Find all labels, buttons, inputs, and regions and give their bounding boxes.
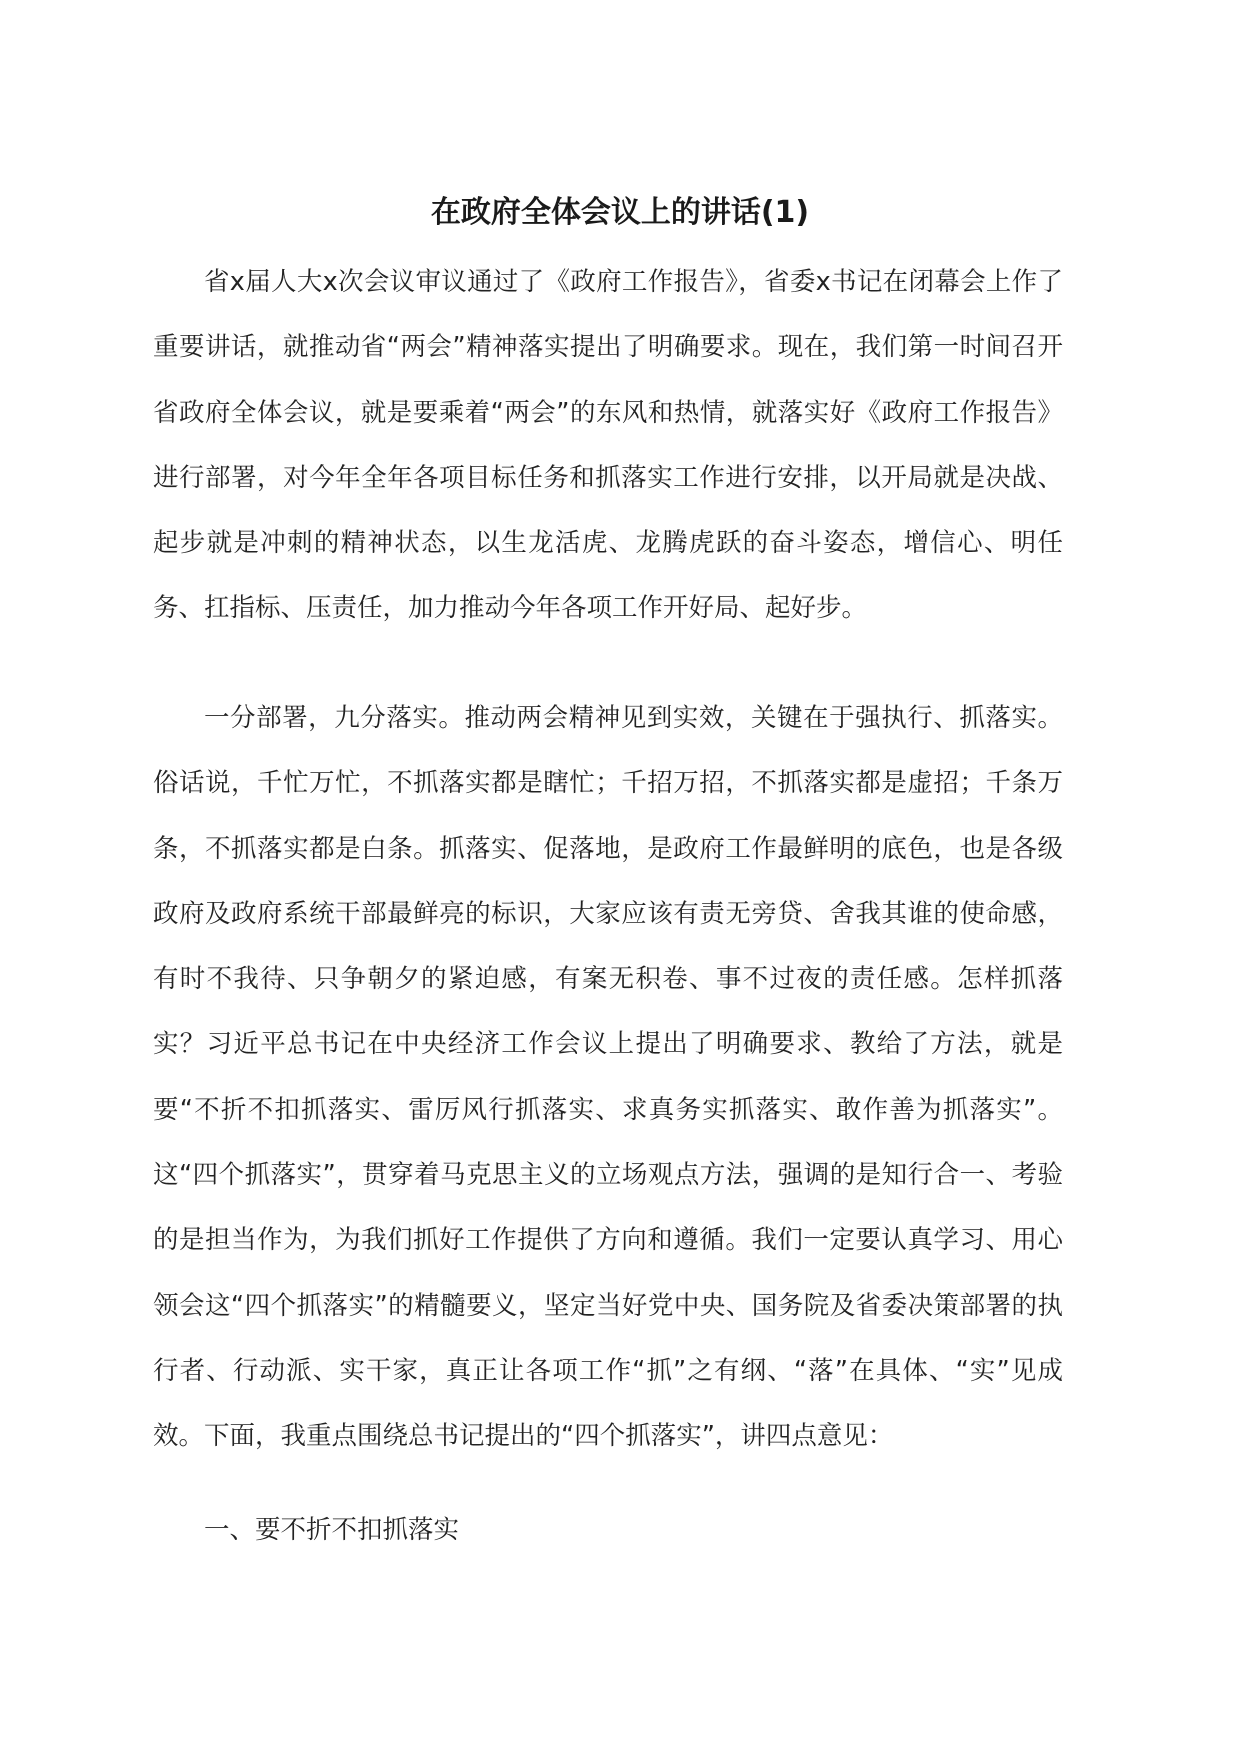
body-paragraph: 一分部署，九分落实。推动两会精神见到实效，关键在于强执行、抓落实。俗话说，千忙万忙，不抓落实都是瞎忙；千招万招，不抓落实都是虚招；千条万条，不抓落实都是白条。抓落实、促落地，是政府工作最鲜明的底色，也是各级政府及政府系统干部最鲜亮的标识，大家应该有责无旁贷、舍我其谁的使命感，有时不我待、只争朝夕的紧迫感，有案无积卷、事不过夜的责任感。怎样抓落实？习近平总书记在中央经济工作会议上提出了明确要求、教给了方法，就是要“不折不扣抓落实、雷厉风行抓落实、求真务实抓落实、敢作善为抓落实”。这“四个抓落实”，贯穿着马克思主义的立场观点方法，强调的是知行合一、考验的是担当作为，为我们抓好工作提供了方向和遵循。我们一定要认真学习、用心领会这“四个抓落实”的精髓要义，坚定当好党中央、国务院及省委决策部署的执行者、行动派、实干家，真正让各项工作“抓”之有纲、“落”在具体、“实”见成效。下面，我重点围绕总书记提出的“四个抓落实”，讲四点意见： xyxy=(153,703,1063,1452)
section-heading: 一、要不折不扣抓落实 xyxy=(204,1515,460,1545)
page-title: 在政府全体会议上的讲话(1) xyxy=(430,195,810,230)
body-paragraph: 省x届人大x次会议审议通过了《政府工作报告》，省委x书记在闭幕会上作了重要讲话，就推动省“两会”精神落实提出了明确要求。现在，我们第一时间召开省政府全体会议，就是要乘着“两会”的东风和热情，就落实好《政府工作报告》进行部署，对今年全年各项目标任务和抓落实工作进行安排，以开局就是决战、起步就是冲刺的精神状态，以生龙活虎、龙腾虎跃的奋斗姿态，增信心、明任务、扛指标、压责任，加力推动今年各项工作开好局、起好步。 xyxy=(153,267,1063,624)
